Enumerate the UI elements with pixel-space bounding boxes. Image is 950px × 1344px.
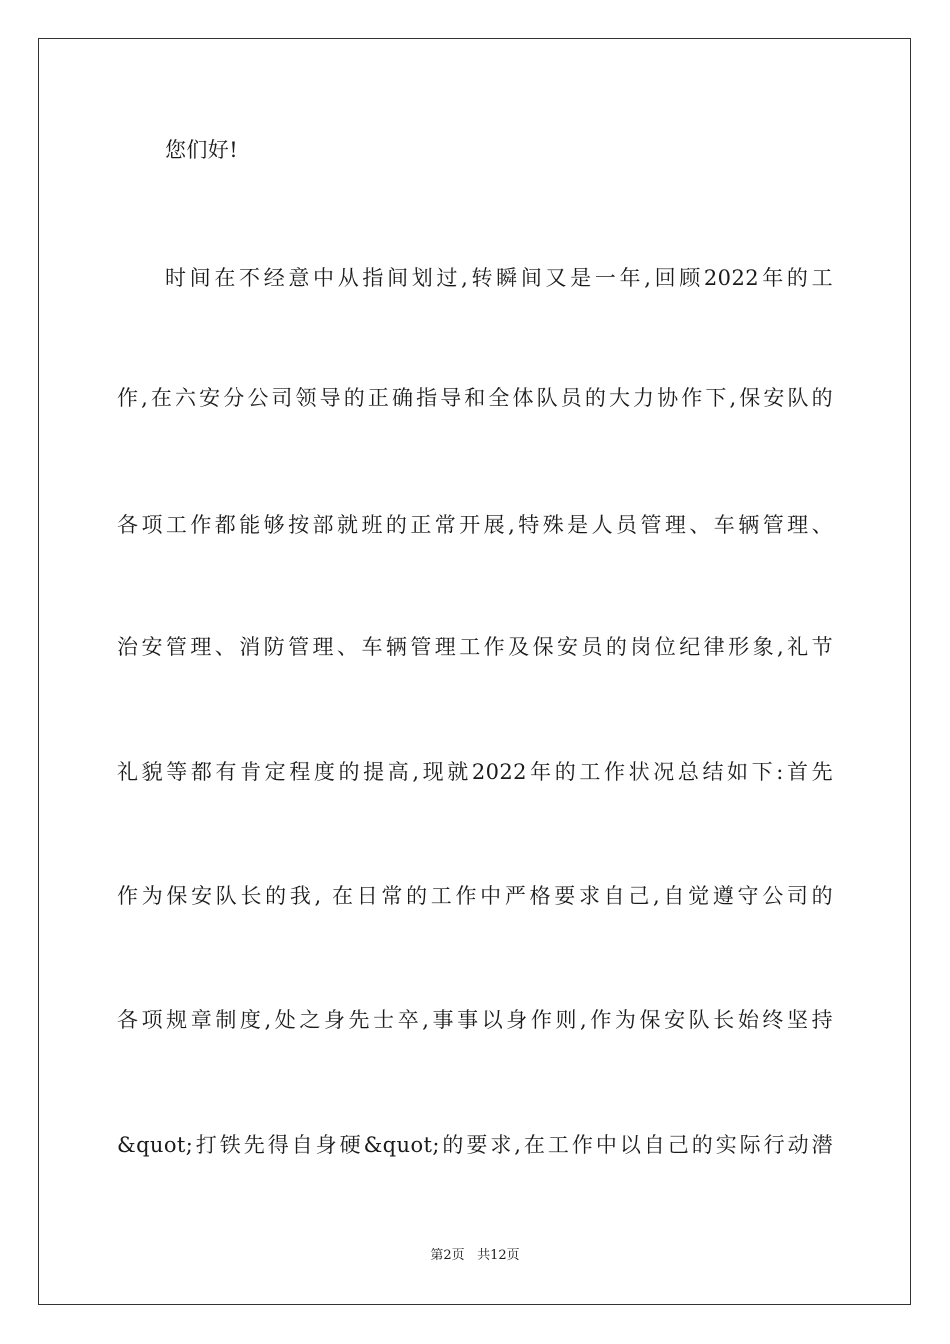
page-number: 第2页 xyxy=(430,1248,465,1263)
paragraph-line-6: 作为保安队长的我, 在日常的工作中严格要求自己,自觉遵守公司的 xyxy=(117,884,833,908)
paragraph-line-1: 时间在不经意中从指间划过,转瞬间又是一年,回顾2022年的工 xyxy=(165,266,833,290)
total-pages: 共12页 xyxy=(477,1248,520,1263)
paragraph-line-7: 各项规章制度,处之身先士卒,事事以身作则,作为保安队长始终坚持 xyxy=(117,1008,833,1032)
page-footer xyxy=(0,1247,950,1265)
paragraph-line-2: 作,在六安分公司领导的正确指导和全体队员的大力协作下,保安队的 xyxy=(117,386,833,410)
greeting-line: 您们好! xyxy=(165,138,239,162)
paragraph-line-5: 礼貌等都有肯定程度的提高,现就2022年的工作状况总结如下:首先 xyxy=(117,760,833,784)
page-border xyxy=(38,38,911,1305)
paragraph-line-4: 治安管理、消防管理、车辆管理工作及保安员的岗位纪律形象,礼节 xyxy=(117,635,833,659)
paragraph-line-3: 各项工作都能够按部就班的正常开展,特殊是人员管理、车辆管理、 xyxy=(117,513,833,537)
paragraph-line-8: &quot;打铁先得自身硬&quot;的要求,在工作中以自己的实际行动潜 xyxy=(117,1133,833,1157)
